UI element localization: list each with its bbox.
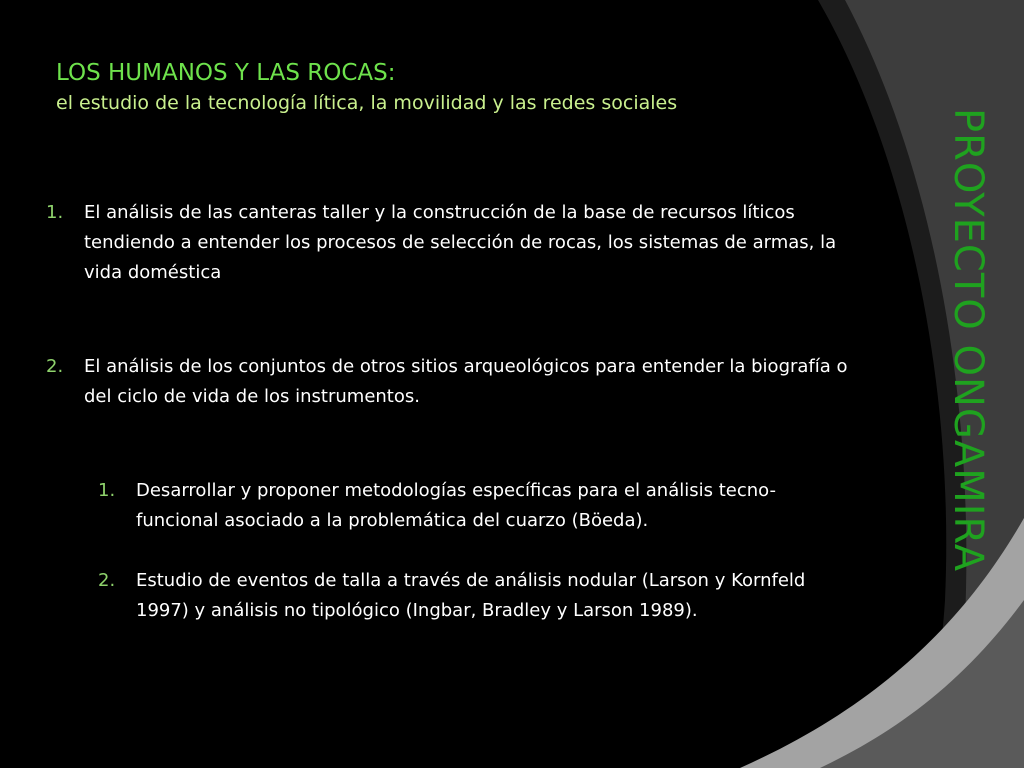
list-item-number: 1. [98, 480, 116, 501]
list-item-number: 2. [98, 570, 116, 591]
side-title: PROYECTO ONGAMIRA [945, 108, 991, 573]
list-item [98, 476, 838, 536]
list-item-text: Desarrollar y proponer metodologías específicas para el análisis tecno-funcional asociado a la problemática del cuarzo (Böeda). [136, 480, 776, 531]
sub-list [98, 476, 838, 626]
list-item-number: 2. [46, 356, 64, 377]
title-block [56, 57, 856, 117]
list-item-number: 1. [46, 202, 64, 223]
list-item-text: Estudio de eventos de talla a través de análisis nodular (Larson y Kornfeld 1997) y análisis no tipológico (Ingbar, Bradley y Larson 1989). [136, 570, 806, 621]
list-item-text: El análisis de los conjuntos de otros sitios arqueológicos para entender la biografía o del ciclo de vida de los instrumentos. [84, 356, 848, 407]
main-list [46, 198, 866, 412]
slide-title: LOS HUMANOS Y LAS ROCAS: [56, 60, 396, 86]
list-item-text: El análisis de las canteras taller y la construcción de la base de recursos líticos tendiendo a entender los procesos de selección de rocas, los sistemas de armas, la vida doméstica [84, 202, 837, 283]
slide-subtitle: el estudio de la tecnología lítica, la movilidad y las redes sociales [56, 92, 678, 114]
list-item [46, 352, 866, 412]
list-item [46, 198, 866, 288]
list-item [98, 566, 838, 626]
